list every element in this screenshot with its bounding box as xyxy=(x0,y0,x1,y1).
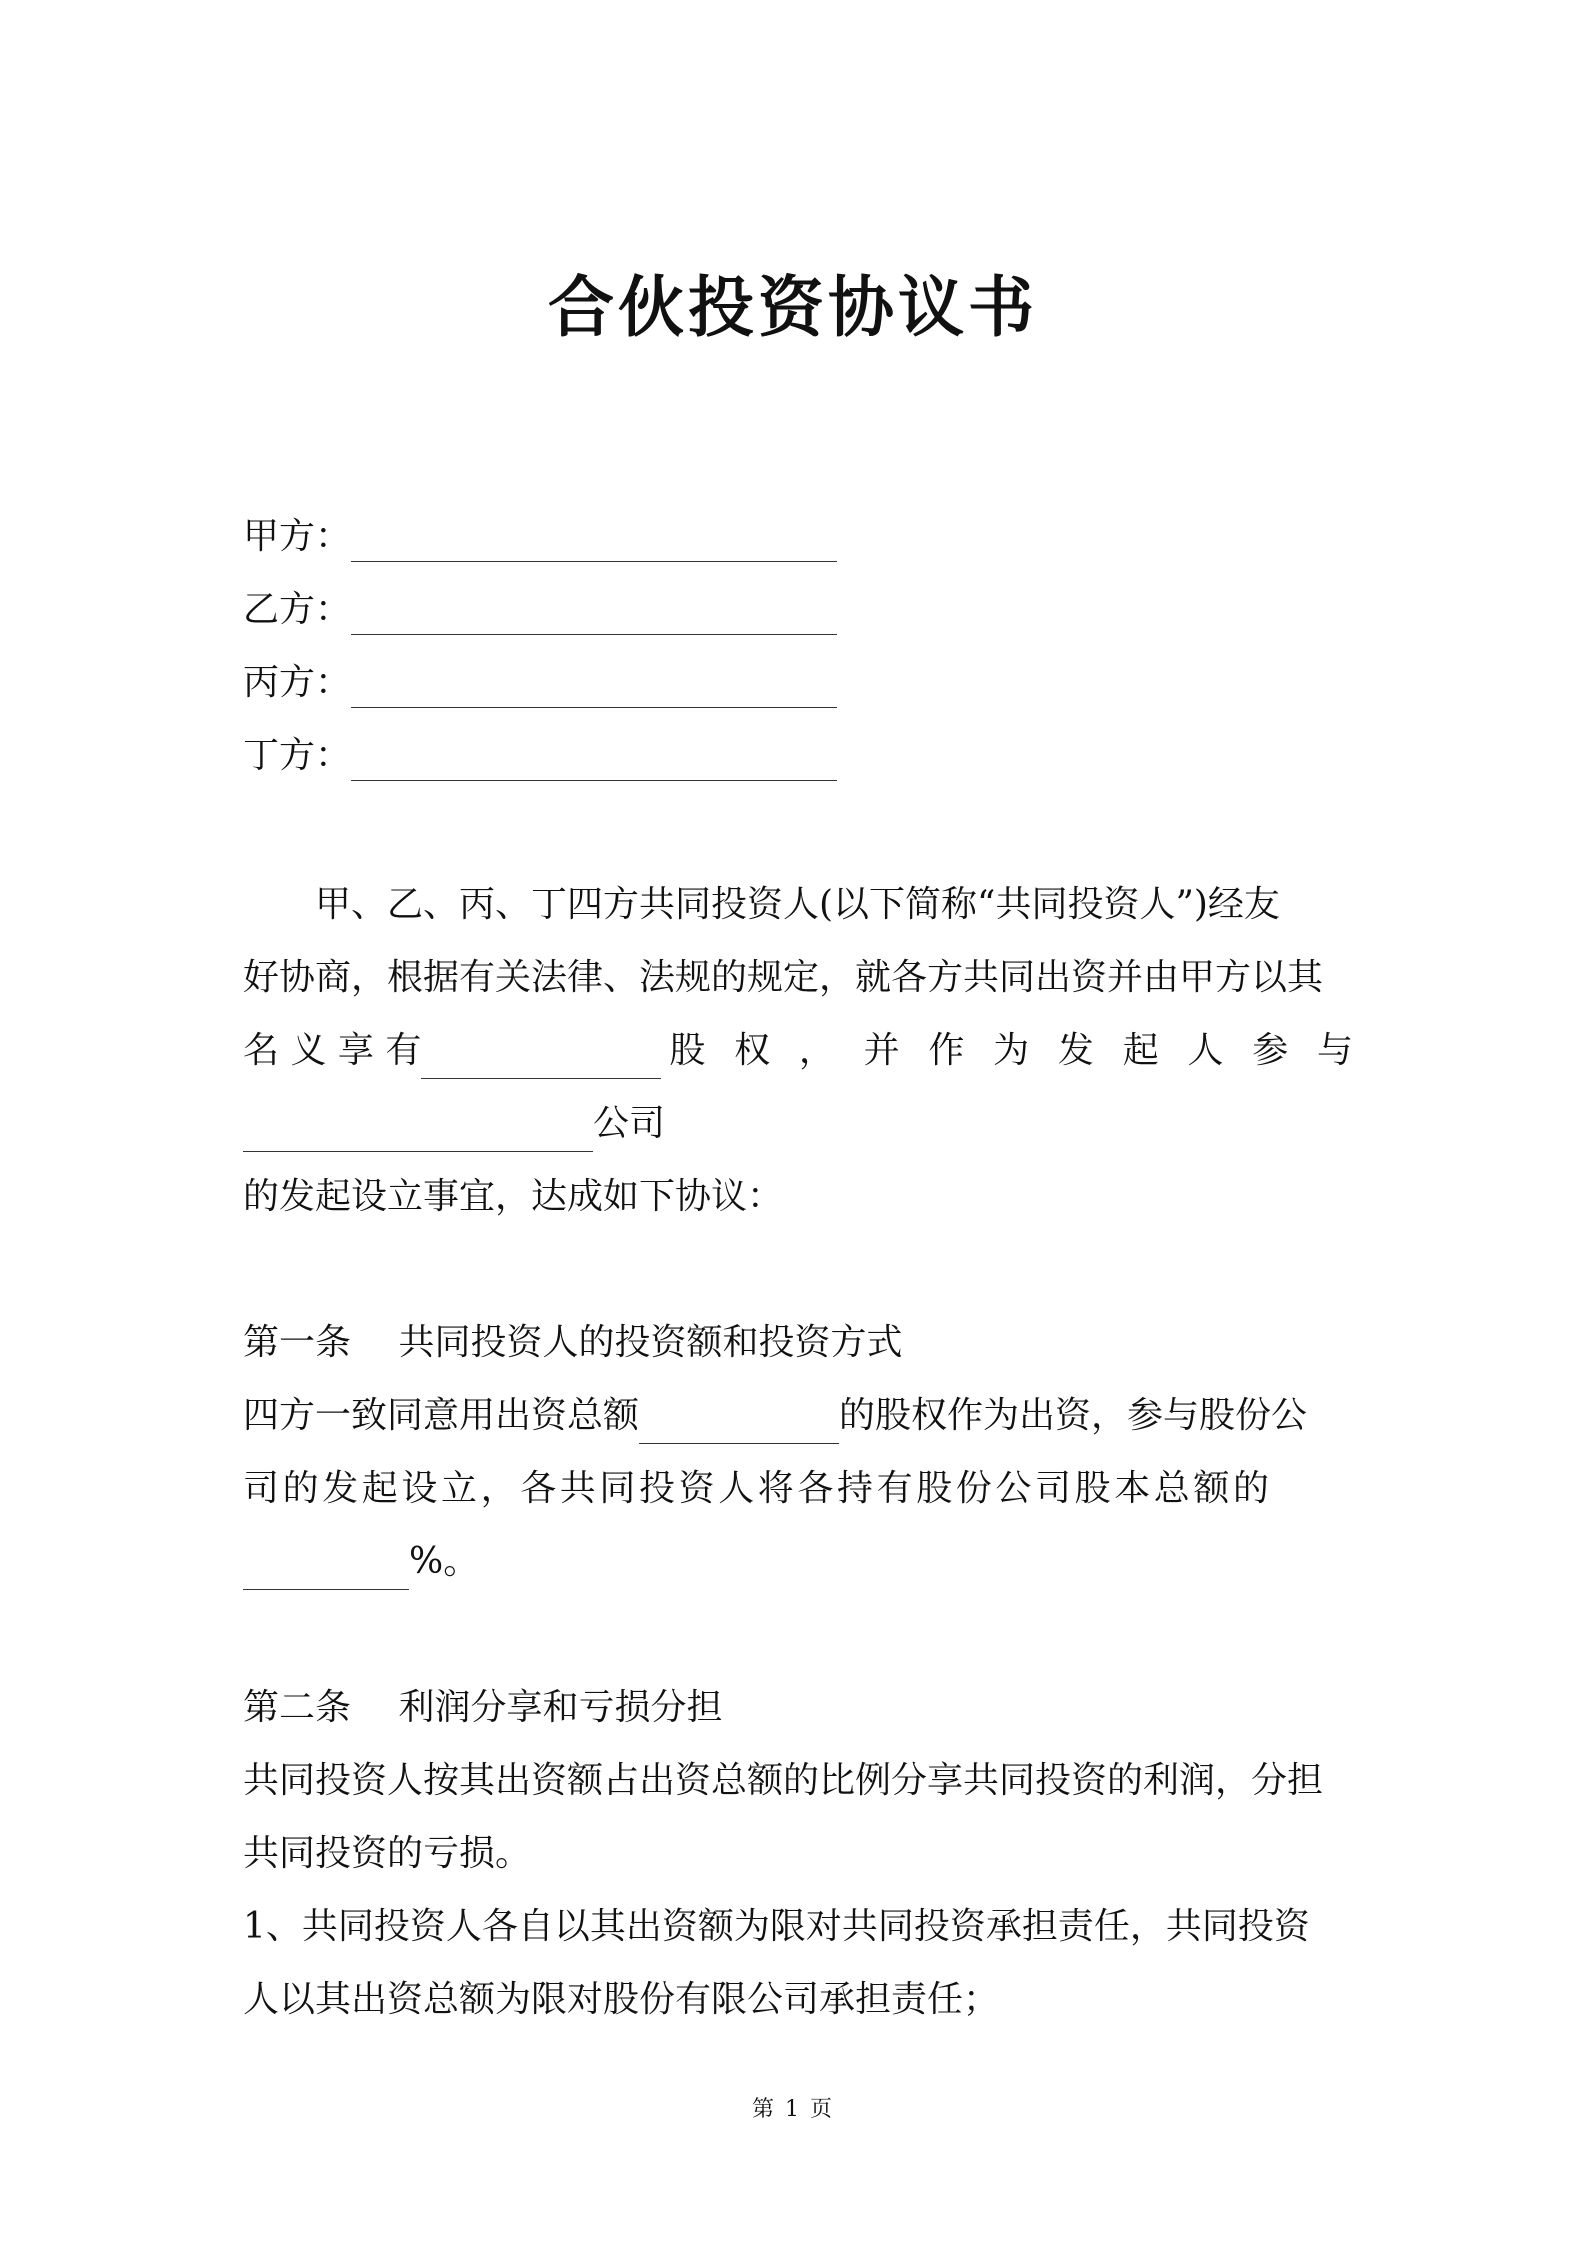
document-title: 合伙投资协议书 xyxy=(548,268,1038,346)
article-2-line-4: 人以其出资总额为限对股份有限公司承担责任； xyxy=(243,1979,1000,2020)
intro-line-2: 好协商，根据有关法律、法规的规定，就各方共同出资并由甲方以其 xyxy=(243,957,1324,998)
intro-line-4-text: 公司 xyxy=(593,1103,666,1144)
intro-line-3-part-1: 名 义 享 有 xyxy=(243,1030,422,1071)
party-a-label: 甲方： xyxy=(243,516,352,557)
intro-line-3-part-2: 股 权 ， 并 作 为 发 起 人 参 与 xyxy=(669,1030,1353,1071)
intro-line-5: 的发起设立事宜，达成如下协议： xyxy=(243,1176,784,1217)
party-c-label: 丙方： xyxy=(243,662,352,703)
party-b-label: 乙方： xyxy=(243,589,352,630)
party-a-row xyxy=(243,512,837,562)
party-b-row xyxy=(243,585,837,635)
article-2-title: 利润分享和亏损分担 xyxy=(398,1687,723,1728)
article-2-heading xyxy=(243,1680,1353,1736)
article-1-title: 共同投资人的投资额和投资方式 xyxy=(398,1322,903,1363)
company-name-blank xyxy=(243,1117,593,1152)
percentage-blank xyxy=(243,1555,409,1590)
article-1-line-1-part-2: 的股权作为出资，参与股份公 xyxy=(839,1395,1308,1436)
article-2-line-3: 1、共同投资人各自以其出资额为限对共同投资承担责任，共同投资 xyxy=(243,1906,1310,1947)
article-2-line-1: 共同投资人按其出资额占出资总额的比例分享共同投资的利润，分担 xyxy=(243,1760,1324,1801)
total-capital-blank xyxy=(639,1409,839,1444)
party-d-label: 丁方： xyxy=(243,735,352,776)
article-1-line-1 xyxy=(243,1388,1353,1444)
page-number: 第 1 页 xyxy=(752,2097,834,2122)
party-c-row xyxy=(243,658,837,708)
article-1-line-1-part-1: 四方一致同意用出资总额 xyxy=(243,1395,640,1436)
article-1-number: 第一条 xyxy=(243,1322,352,1363)
intro-line-1: 甲、乙、丙、丁四方共同投资人(以下简称“共同投资人”)经友 xyxy=(315,884,1280,925)
article-1-heading xyxy=(243,1315,1353,1371)
intro-line-4 xyxy=(243,1096,1353,1152)
party-b-blank xyxy=(351,600,837,635)
intro-line-3 xyxy=(243,1023,1353,1079)
party-a-blank xyxy=(351,527,837,562)
article-2-number: 第二条 xyxy=(243,1687,352,1728)
article-1-line-3 xyxy=(243,1534,1353,1590)
party-d-blank xyxy=(351,746,837,781)
shares-blank xyxy=(421,1044,661,1079)
party-c-blank xyxy=(351,673,837,708)
party-d-row xyxy=(243,731,837,781)
article-1-line-2: 司的发起设立，各共同投资人将各持有股份公司股本总额的 xyxy=(243,1468,1273,1509)
article-2-line-2: 共同投资的亏损。 xyxy=(243,1833,532,1874)
article-1-line-3-text: %。 xyxy=(409,1541,480,1582)
